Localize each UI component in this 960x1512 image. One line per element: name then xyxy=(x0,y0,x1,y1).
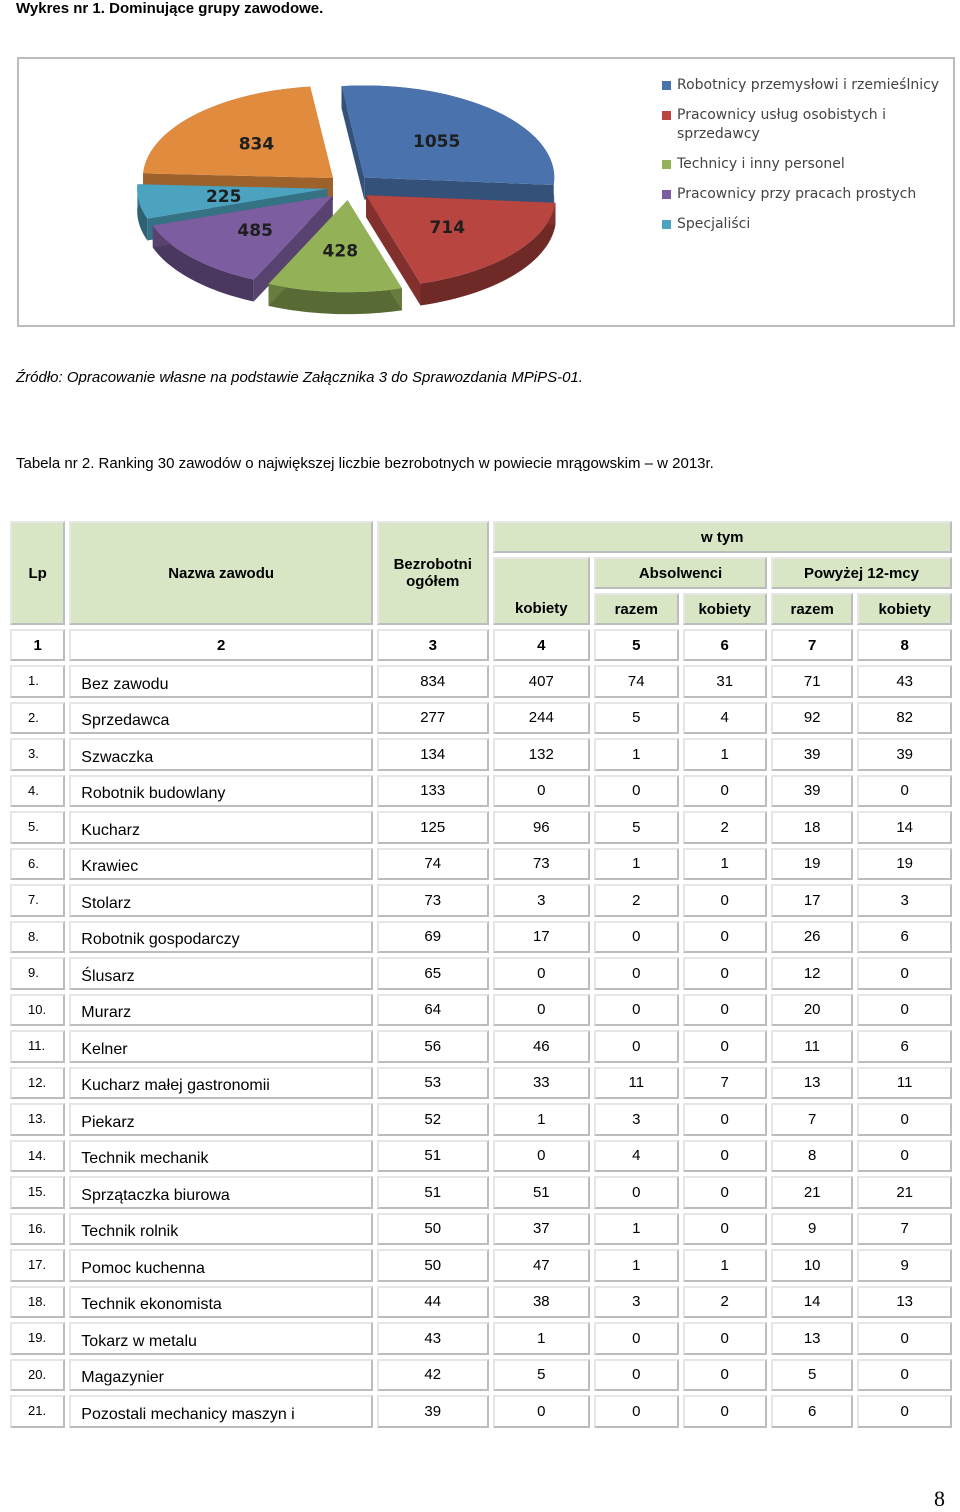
row-lp: 12. xyxy=(10,1067,65,1100)
row-value: 11 xyxy=(771,1030,853,1063)
ranking-table xyxy=(6,517,956,1432)
row-lp: 15. xyxy=(10,1176,65,1209)
row-lp: 1. xyxy=(10,665,65,698)
row-value: 51 xyxy=(377,1176,489,1209)
row-lp: 20. xyxy=(10,1359,65,1392)
table-row xyxy=(10,1030,952,1063)
legend-entry xyxy=(662,106,960,144)
table-row xyxy=(10,665,952,698)
chart-title: Wykres nr 1. Dominujące grupy zawodowe. xyxy=(16,0,324,17)
chart-legend xyxy=(662,76,960,245)
table-row xyxy=(10,994,952,1027)
row-value: 0 xyxy=(683,1213,767,1246)
row-lp: 16. xyxy=(10,1213,65,1246)
row-value: 13 xyxy=(857,1286,952,1319)
row-value: 1 xyxy=(594,738,678,771)
row-value: 7 xyxy=(857,1213,952,1246)
row-value: 3 xyxy=(594,1103,678,1136)
header-absolwenci: Absolwenci xyxy=(594,557,767,589)
row-lp: 13. xyxy=(10,1103,65,1136)
row-value: 71 xyxy=(771,665,853,698)
row-value: 6 xyxy=(857,921,952,954)
row-occupation: Technik mechanik xyxy=(69,1140,373,1173)
pie-data-label: 485 xyxy=(237,220,273,241)
row-value: 1 xyxy=(493,1103,591,1136)
row-value: 0 xyxy=(857,1140,952,1173)
row-value: 74 xyxy=(377,848,489,881)
row-value: 0 xyxy=(683,1322,767,1355)
header-wtym: w tym xyxy=(493,521,952,553)
row-value: 4 xyxy=(594,1140,678,1173)
row-value: 6 xyxy=(771,1395,853,1428)
row-value: 10 xyxy=(771,1249,853,1282)
row-value: 5 xyxy=(594,811,678,844)
row-lp: 3. xyxy=(10,738,65,771)
table-row xyxy=(10,1140,952,1173)
table-row xyxy=(10,702,952,735)
table-row xyxy=(10,848,952,881)
row-value: 7 xyxy=(683,1067,767,1100)
row-value: 5 xyxy=(594,702,678,735)
row-occupation: Stolarz xyxy=(69,884,373,917)
row-value: 0 xyxy=(683,884,767,917)
row-occupation: Murarz xyxy=(69,994,373,1027)
row-value: 0 xyxy=(594,1322,678,1355)
row-lp: 17. xyxy=(10,1249,65,1282)
row-occupation: Kucharz małej gastronomii xyxy=(69,1067,373,1100)
table-row xyxy=(10,1286,952,1319)
row-value: 8 xyxy=(771,1140,853,1173)
row-value: 9 xyxy=(771,1213,853,1246)
header-abs-razem: razem xyxy=(594,593,678,625)
pie-data-label: 714 xyxy=(429,218,466,239)
legend-entry xyxy=(662,215,960,234)
table-row xyxy=(10,1213,952,1246)
row-value: 1 xyxy=(683,1249,767,1282)
row-value: 96 xyxy=(493,811,591,844)
row-value: 13 xyxy=(771,1067,853,1100)
row-value: 20 xyxy=(771,994,853,1027)
legend-swatch xyxy=(662,81,671,90)
row-occupation: Pomoc kuchenna xyxy=(69,1249,373,1282)
row-value: 2 xyxy=(594,884,678,917)
row-value: 0 xyxy=(857,1322,952,1355)
legend-swatch xyxy=(662,220,671,229)
row-value: 0 xyxy=(493,994,591,1027)
table-row xyxy=(10,1249,952,1282)
row-value: 26 xyxy=(771,921,853,954)
row-value: 6 xyxy=(857,1030,952,1063)
row-value: 33 xyxy=(493,1067,591,1100)
table-row xyxy=(10,921,952,954)
row-value: 1 xyxy=(594,848,678,881)
row-occupation: Sprzątaczka biurowa xyxy=(69,1176,373,1209)
legend-swatch xyxy=(662,111,671,120)
row-lp: 21. xyxy=(10,1395,65,1428)
row-value: 0 xyxy=(683,957,767,990)
row-lp: 9. xyxy=(10,957,65,990)
pie-data-label: 1055 xyxy=(413,132,461,153)
header-pow-kobiety: kobiety xyxy=(857,593,952,625)
row-value: 39 xyxy=(771,738,853,771)
row-value: 3 xyxy=(857,884,952,917)
row-value: 64 xyxy=(377,994,489,1027)
header-name: Nazwa zawodu xyxy=(69,521,373,625)
column-number: 1 xyxy=(10,629,65,661)
column-number: 2 xyxy=(69,629,373,661)
row-value: 1 xyxy=(683,738,767,771)
table-row xyxy=(10,811,952,844)
row-value: 2 xyxy=(683,1286,767,1319)
legend-swatch xyxy=(662,160,671,169)
pie-slice xyxy=(143,87,333,200)
row-lp: 19. xyxy=(10,1322,65,1355)
row-value: 42 xyxy=(377,1359,489,1392)
row-value: 0 xyxy=(683,1359,767,1392)
table-row xyxy=(10,1103,952,1136)
legend-label: Technicy i inny personel xyxy=(677,156,845,172)
row-value: 65 xyxy=(377,957,489,990)
row-value: 46 xyxy=(493,1030,591,1063)
row-value: 74 xyxy=(594,665,678,698)
row-value: 52 xyxy=(377,1103,489,1136)
row-occupation: Magazynier xyxy=(69,1359,373,1392)
row-value: 37 xyxy=(493,1213,591,1246)
row-value: 0 xyxy=(857,957,952,990)
row-value: 0 xyxy=(594,957,678,990)
row-value: 3 xyxy=(594,1286,678,1319)
row-value: 12 xyxy=(771,957,853,990)
legend-entry xyxy=(662,76,960,95)
legend-entry xyxy=(662,155,960,174)
row-value: 82 xyxy=(857,702,952,735)
column-number: 7 xyxy=(771,629,853,661)
row-value: 407 xyxy=(493,665,591,698)
row-value: 0 xyxy=(493,1395,591,1428)
row-value: 39 xyxy=(857,738,952,771)
row-value: 0 xyxy=(857,994,952,1027)
row-value: 2 xyxy=(683,811,767,844)
legend-label: Pracownicy przy pracach prostych xyxy=(677,186,917,202)
row-value: 39 xyxy=(377,1395,489,1428)
row-lp: 2. xyxy=(10,702,65,735)
header-powyzej: Powyżej 12-mcy xyxy=(771,557,952,589)
row-value: 17 xyxy=(771,884,853,917)
row-value: 0 xyxy=(683,994,767,1027)
row-value: 0 xyxy=(594,921,678,954)
table-row xyxy=(10,1176,952,1209)
row-value: 69 xyxy=(377,921,489,954)
row-value: 21 xyxy=(857,1176,952,1209)
row-lp: 14. xyxy=(10,1140,65,1173)
row-value: 19 xyxy=(857,848,952,881)
row-value: 3 xyxy=(493,884,591,917)
table-row xyxy=(10,1395,952,1428)
header-abs-kobiety: kobiety xyxy=(683,593,767,625)
row-value: 0 xyxy=(683,775,767,808)
row-occupation: Kucharz xyxy=(69,811,373,844)
source-note: Źródło: Opracowanie własne na podstawie Załącznika 3 do Sprawozdania MPiPS-01. xyxy=(16,369,583,386)
row-value: 125 xyxy=(377,811,489,844)
row-value: 1 xyxy=(594,1213,678,1246)
pie-data-label: 225 xyxy=(205,186,242,207)
pie-data-label: 428 xyxy=(322,241,359,262)
row-value: 19 xyxy=(771,848,853,881)
table-row xyxy=(10,1322,952,1355)
row-lp: 4. xyxy=(10,775,65,808)
column-number: 6 xyxy=(683,629,767,661)
row-value: 51 xyxy=(377,1140,489,1173)
row-value: 7 xyxy=(771,1103,853,1136)
legend-label: Specjaliści xyxy=(677,216,751,232)
row-value: 0 xyxy=(857,1359,952,1392)
row-value: 56 xyxy=(377,1030,489,1063)
pie-slice xyxy=(342,85,555,206)
row-value: 50 xyxy=(377,1249,489,1282)
row-occupation: Krawiec xyxy=(69,848,373,881)
pie-chart xyxy=(17,57,955,327)
row-value: 0 xyxy=(683,1030,767,1063)
row-lp: 5. xyxy=(10,811,65,844)
row-value: 53 xyxy=(377,1067,489,1100)
row-value: 50 xyxy=(377,1213,489,1246)
row-occupation: Piekarz xyxy=(69,1103,373,1136)
row-value: 132 xyxy=(493,738,591,771)
row-value: 39 xyxy=(771,775,853,808)
legend-label: Robotnicy przemysłowi i rzemieślnicy xyxy=(677,77,940,93)
column-number: 5 xyxy=(594,629,678,661)
row-lp: 18. xyxy=(10,1286,65,1319)
pie-slice-top xyxy=(143,87,333,178)
row-value: 92 xyxy=(771,702,853,735)
row-value: 134 xyxy=(377,738,489,771)
row-lp: 10. xyxy=(10,994,65,1027)
row-lp: 7. xyxy=(10,884,65,917)
row-value: 1 xyxy=(683,848,767,881)
row-value: 244 xyxy=(493,702,591,735)
row-value: 0 xyxy=(594,1395,678,1428)
pie-chart-canvas xyxy=(19,59,639,325)
table-row xyxy=(10,738,952,771)
row-occupation: Technik ekonomista xyxy=(69,1286,373,1319)
row-value: 38 xyxy=(493,1286,591,1319)
row-occupation: Sprzedawca xyxy=(69,702,373,735)
header-lp: Lp xyxy=(10,521,65,625)
table-row xyxy=(10,1067,952,1100)
row-value: 834 xyxy=(377,665,489,698)
row-value: 21 xyxy=(771,1176,853,1209)
row-value: 18 xyxy=(771,811,853,844)
pie-slice-top xyxy=(366,195,555,283)
header-total: Bezrobotni ogółem xyxy=(377,521,489,625)
row-value: 0 xyxy=(594,994,678,1027)
row-lp: 6. xyxy=(10,848,65,881)
table-row xyxy=(10,884,952,917)
column-number: 4 xyxy=(493,629,591,661)
row-value: 0 xyxy=(594,1030,678,1063)
table-title: Tabela nr 2. Ranking 30 zawodów o największej liczbie bezrobotnych w powiecie mrągowskim – w 2013r. xyxy=(16,455,714,472)
row-value: 43 xyxy=(377,1322,489,1355)
row-value: 0 xyxy=(857,775,952,808)
row-value: 5 xyxy=(493,1359,591,1392)
row-value: 73 xyxy=(377,884,489,917)
table-row xyxy=(10,775,952,808)
row-value: 0 xyxy=(857,1103,952,1136)
row-occupation: Tokarz w metalu xyxy=(69,1322,373,1355)
row-value: 44 xyxy=(377,1286,489,1319)
row-occupation: Robotnik gospodarczy xyxy=(69,921,373,954)
row-value: 14 xyxy=(857,811,952,844)
row-occupation: Szwaczka xyxy=(69,738,373,771)
row-value: 0 xyxy=(493,1140,591,1173)
row-value: 47 xyxy=(493,1249,591,1282)
row-value: 11 xyxy=(857,1067,952,1100)
column-number: 3 xyxy=(377,629,489,661)
row-value: 43 xyxy=(857,665,952,698)
row-value: 5 xyxy=(771,1359,853,1392)
row-value: 0 xyxy=(683,1103,767,1136)
table-row xyxy=(10,957,952,990)
row-lp: 8. xyxy=(10,921,65,954)
row-value: 14 xyxy=(771,1286,853,1319)
row-value: 17 xyxy=(493,921,591,954)
row-occupation: Pozostali mechanicy maszyn i xyxy=(69,1395,373,1428)
table-row xyxy=(10,1359,952,1392)
row-value: 51 xyxy=(493,1176,591,1209)
row-value: 31 xyxy=(683,665,767,698)
legend-entry xyxy=(662,185,960,204)
row-lp: 11. xyxy=(10,1030,65,1063)
row-value: 0 xyxy=(683,921,767,954)
row-value: 1 xyxy=(493,1322,591,1355)
legend-swatch xyxy=(662,190,671,199)
row-value: 0 xyxy=(683,1176,767,1209)
row-value: 11 xyxy=(594,1067,678,1100)
row-occupation: Technik rolnik xyxy=(69,1213,373,1246)
row-value: 1 xyxy=(594,1249,678,1282)
row-occupation: Ślusarz xyxy=(69,957,373,990)
header-women: kobiety xyxy=(493,557,591,625)
row-value: 0 xyxy=(493,775,591,808)
header-pow-razem: razem xyxy=(771,593,853,625)
row-occupation: Robotnik budowlany xyxy=(69,775,373,808)
row-value: 0 xyxy=(683,1395,767,1428)
row-value: 13 xyxy=(771,1322,853,1355)
row-occupation: Kelner xyxy=(69,1030,373,1063)
legend-label: Pracownicy usług osobistych i sprzedawcy xyxy=(677,107,886,142)
row-value: 73 xyxy=(493,848,591,881)
row-value: 277 xyxy=(377,702,489,735)
pie-data-label: 834 xyxy=(238,134,275,155)
row-value: 0 xyxy=(493,957,591,990)
page-number: 8 xyxy=(934,1486,945,1511)
row-value: 0 xyxy=(594,1359,678,1392)
row-value: 0 xyxy=(594,1176,678,1209)
row-value: 4 xyxy=(683,702,767,735)
row-value: 0 xyxy=(857,1395,952,1428)
row-value: 0 xyxy=(683,1140,767,1173)
row-value: 0 xyxy=(594,775,678,808)
row-occupation: Bez zawodu xyxy=(69,665,373,698)
column-number: 8 xyxy=(857,629,952,661)
row-value: 133 xyxy=(377,775,489,808)
row-value: 9 xyxy=(857,1249,952,1282)
